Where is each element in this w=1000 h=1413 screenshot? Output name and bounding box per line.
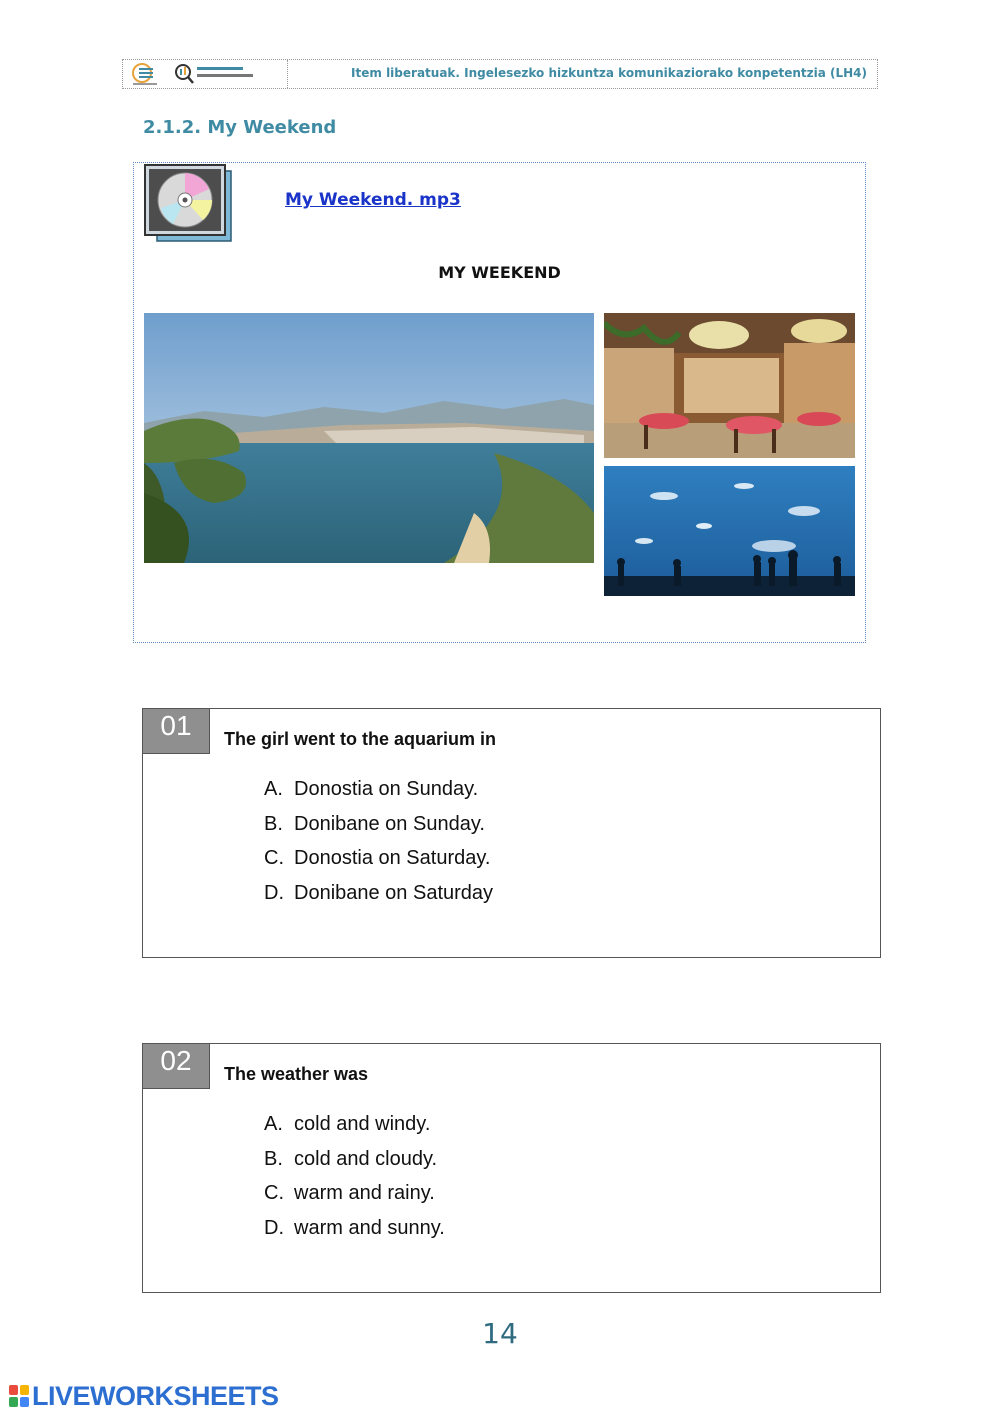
question-1 [142,708,881,958]
aquarium-photo [604,466,855,596]
ebaluazio-logo-icon [175,62,285,86]
question-prompt: The weather was [224,1064,369,1084]
bay-photo [144,313,594,563]
question-number: 01 [143,709,210,754]
option-d[interactable]: D. Donibane on Saturday [264,882,494,905]
option-c[interactable]: C. warm and rainy. [264,1182,435,1205]
liveworksheets-logo-icon [8,1384,30,1408]
question-number: 02 [143,1044,210,1089]
header-logos [123,60,288,88]
option-c[interactable]: C. Donostia on Saturday. [264,847,491,870]
page-number: 14 [482,1317,518,1350]
question-2 [142,1043,881,1293]
option-a[interactable]: A. cold and windy. [264,1113,431,1135]
page-header [122,59,878,89]
option-b[interactable]: B. cold and cloudy. [264,1147,438,1170]
audio-box-title: MY WEEKEND [438,263,561,282]
brand-name: LIVEWORKSHEETS [32,1381,279,1411]
option-a[interactable]: A. Donostia on Sunday. [264,778,479,800]
audio-box [133,162,866,643]
answer-options [264,1110,445,1249]
option-d[interactable]: D. warm and sunny. [264,1217,445,1240]
isei-logo-icon [129,62,163,86]
restaurant-photo [604,313,855,458]
header-title: Item liberatuak. Ingelesezko hizkuntza komunikaziorako konpetentzia (LH4) [351,66,867,80]
section-title: 2.1.2. My Weekend [143,117,337,138]
audio-link[interactable]: My Weekend. mp3 [285,190,461,210]
cd-icon[interactable] [143,163,235,245]
question-prompt: The girl went to the aquarium in [224,729,497,749]
answer-options [264,775,493,914]
option-b[interactable]: B. Donibane on Sunday. [264,812,485,835]
